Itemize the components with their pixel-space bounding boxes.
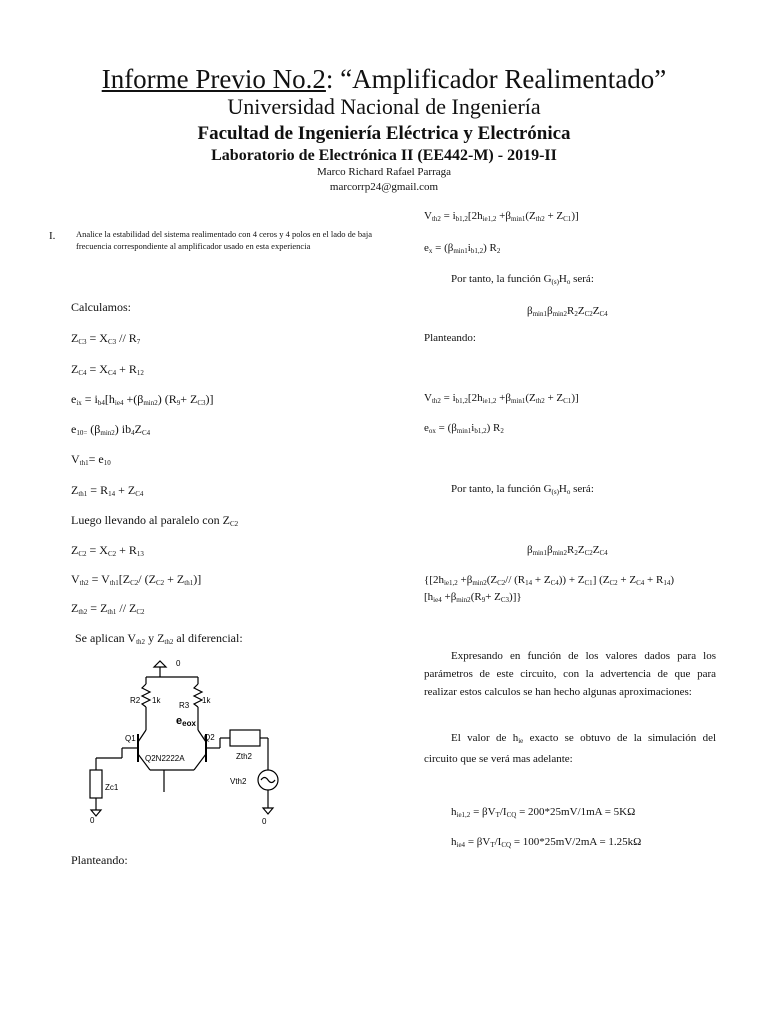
paragraph-expresando: Expresando en función de los valores dados para los parámetros de este circuito, con la advertencia de que para realizar estos calculos se han hecho algunas aproximaciones: [424,650,716,698]
gnd-top-label: 0 [176,659,181,668]
zth2-label: Zth2 [236,752,253,761]
transistor-model: Q2N2222A [145,754,185,763]
eq-zc4: $Z_{C4} = X_{C4} + R_{12}$ [71,362,144,377]
author-email: marcorrp24@gmail.com [329,181,439,193]
q2-label: Q2 [204,733,215,742]
por-tanto-1: Por tanto, la función $G_{(s)}H_o$ será: [451,273,594,286]
calculamos-label: Calculamos: [71,300,131,314]
paragraph-valor-hie: El valor de $h_{ie}$ exacto se obtuvo de la simulación del circuito que se verá mas adelante: [424,732,717,765]
eq-eox: $e_{ox} = (\beta_{min1}i_{b1,2})$ $R_2$ [424,422,504,435]
r2-value: 1k [152,696,161,705]
lab-name: Laboratorio de Electrónica II (EE442-M) - 2019-II [211,147,557,164]
gnd-right-icon [263,808,273,814]
eq-zc2: $Z_{C2} = X_{C2} + R_{13}$ [71,543,144,558]
eq-zth1: $Z_{th1} = R_{14} + Z_{C4}$ [71,483,144,498]
q1-label: Q1 [125,734,136,743]
gnd-left-label: 0 [90,816,95,825]
planteando-right: Planteando: [424,332,476,344]
differential-circuit-diagram [80,658,290,826]
zc1-label: Zc1 [105,783,119,792]
eq-vth1: $V_{th1}= e_{10}$ [71,452,111,467]
luego-paralelo: Luego llevando al paralelo con $Z_{C2}$ [71,513,239,528]
eq-denominator-1: {[$2h_{ie1,2} +\beta_{min2}(Z_{C2}//$ $(R_{14} + Z_{C4})) + Z_{C1}$] $(Z_{C2} + Z_{C4} + R_{14})$ [424,574,674,587]
faculty-name: Facultad de Ingeniería Eléctrica y Electrónica [197,123,571,144]
por-tanto-2: Por tanto, la función $G_{(s)}H_o$ será: [451,483,594,496]
eq-e10: $e_{10=}$ $(\beta_{min2})$ $ib_4Z_{C4}$ [71,422,151,437]
eq-zc3: $Z_{C3} = X_{C3} // R_7$ [71,331,141,346]
gnd-top-icon [154,661,166,667]
author-name: Marco Richard Rafael Parraga [316,166,452,178]
question-number: I. [49,230,56,242]
r2-label: R2 [130,696,141,705]
resistor-r3 [194,684,202,707]
gnd-right-label: 0 [262,817,267,826]
eq-zth2: $Z_{th2} = Z_{th1} // Z_{C2}$ [71,601,145,616]
eq-vth2-r2: $V_{th2} = i_{b1,2}[2h_{ie1,2} +\beta_{min1}(Z_{th2} + Z_{C1})]$ [424,392,579,405]
eq-hie12: $h_{ie1,2} = \beta V_T/I_{CQ} = 200*25mV/1mA = 5K\Omega$ [451,806,636,819]
resistor-r2 [142,684,150,707]
vth2-label: Vth2 [230,777,247,786]
eq-denominator-2: $[h_{ie4} +\beta_{min2}(R_9+ Z_{C3})]$} [424,591,522,604]
eq-eix: $e_{ix} = i_{b4}[h_{ie4} +(\beta_{min2})$ $(R_9+ Z_{C3})$] [71,392,214,407]
eq-vth2-left: $V_{th2} = V_{th1}[Z_{C2}/$ $(Z_{C2} + Z_{th1})$] [71,572,202,587]
zth2-box [230,730,260,746]
university-name: Universidad Nacional de Ingeniería [227,94,541,119]
page-title: Informe Previo No.2: “Amplificador Realimentado” [101,64,667,94]
eq-hie4: $h_{ie4} = \beta V_T/I_{CQ} = 100*25mV/2mA = 1.25k\Omega$ [451,836,642,849]
zc1-box [90,770,102,798]
question-text: Analice la estabilidad del sistema realimentado con 4 ceros y 4 polos en el lado de baja frecuencia correspondiente al amplificador usado en esta experiencia [76,229,372,251]
r3-label: R3 [179,701,190,710]
eq-ex: $e_x = (\beta_{min1}i_{b1,2})$ $R_2$ [424,242,501,255]
eq-beta-product-1: $\beta_{min1}\beta_{min2}R_2Z_{C2}Z_{C4}$ [527,305,608,318]
eq-vth2-r1: $V_{th2} = i_{b1,2}[2h_{ie1,2} +\beta_{min1}(Z_{th2} + Z_{C1})]$ [424,210,579,223]
eq-beta-product-2: $\beta_{min1}\beta_{min2}R_2Z_{C2}Z_{C4}$ [527,544,608,557]
eox-label: eeox [176,715,196,728]
se-aplican: Se aplican $V_{th2}$ y $Z_{th2}$ al diferencial: [75,631,243,646]
planteando-left: Planteando: [71,853,128,867]
r3-value: 1k [202,696,211,705]
